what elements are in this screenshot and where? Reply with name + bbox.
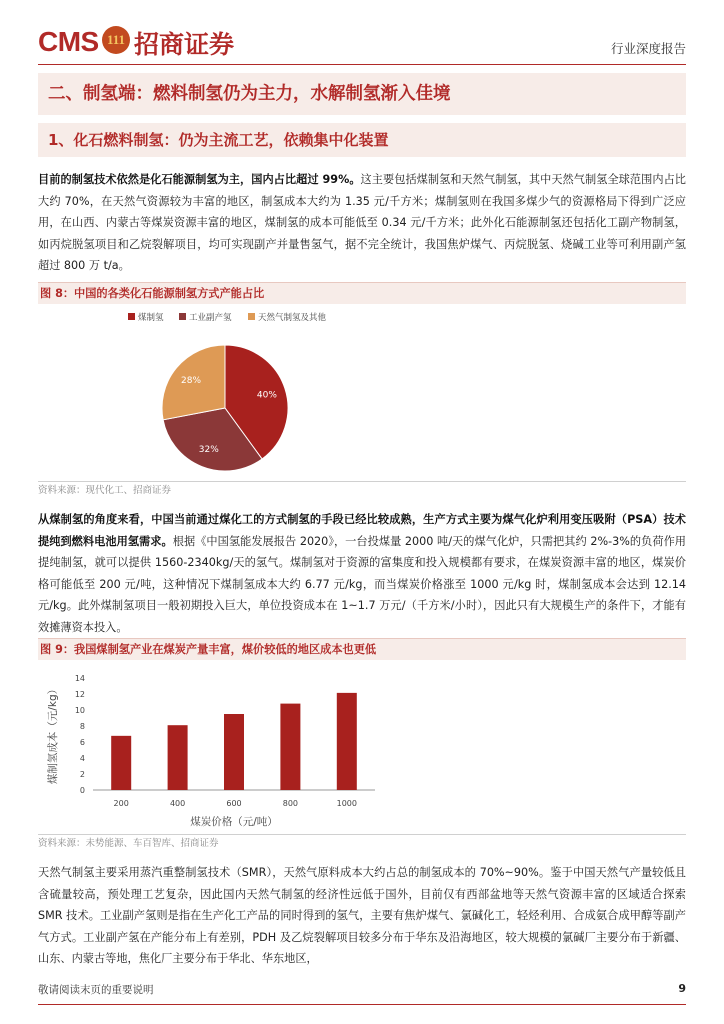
bar-y-tick-6: 12 — [74, 690, 85, 699]
figure-9-source: 资料来源：未势能源、车百智库、招商证券 — [38, 834, 686, 851]
bar-0 — [111, 736, 131, 790]
bar-3 — [280, 704, 300, 790]
figure-8-source: 资料来源：现代化工、招商证券 — [38, 481, 686, 498]
bar-1 — [168, 725, 188, 790]
paragraph-1 — [38, 169, 686, 277]
report-type: 行业深度报告 — [610, 41, 686, 56]
pie-legend-label-2: 天然气制氢及其他 — [258, 313, 327, 323]
bar-x-tick-4: 1000 — [336, 799, 357, 808]
paragraph-3: 天然气制氢主要采用蒸汽重整制氢技术（SMR），天然气原料成本大约占总的制氢成本的 70%~90%。鉴于中国天然气产量较低且含硫量较高，预处理工艺复杂，因此国内天然气制氢的经济性远低于国外，目前仅有西部盆地等天然气资源丰富的区域适合探索 SMR 技术。工业副产氢则是指在生产化工产品的同时得到的氢气，主要有焦炉煤气、氯碱化工，轻烃利用、合成氨合成甲醇等副产气方式。工业副产氢在产能分布上有差别，PDH 及乙烷裂解项目较多分布于华东及沿海地区，较大规模的氯碱厂主要分布于新疆、山东、内蒙古等地，焦化厂主要分布于华北、华东地区， — [38, 866, 686, 965]
bar-y-tick-7: 14 — [74, 674, 85, 683]
figure-8-caption: 图 8：中国的各类化石能源制氢方式产能占比 — [38, 282, 686, 304]
logo-company-name: 招商证券 — [134, 30, 235, 59]
logo-mark-icon: 111 — [102, 26, 130, 54]
paragraph-2 — [38, 509, 686, 638]
paragraph-2-body: 根据《中国氢能发展报告 2020》，一台投煤量 2000 吨/天的煤气化炉，只需把其约 2%-3%的负荷作用提纯制氢，就可以提供 1560-2340kg/天的氢气。煤制氢对于资源的富集度和投入规模都有要求，在煤炭资源丰富的地区，煤炭价格可能低至 200 元/吨，这种情况下煤制氢成本大约 6.77 元/kg，而当煤炭价格涨至 1000 元/kg 时，煤制氢成本会达到 12.14 元/kg。此外煤制氢项目一般初期投入巨大，单位投资成本在 1~1.7 万元/（千方米/小时），因此只有大规模生产的条件下，才能有效摊薄资本投入。 — [38, 534, 686, 634]
bar-x-tick-0: 200 — [113, 799, 129, 808]
bar-4 — [337, 693, 357, 790]
page-number: 9 — [678, 982, 686, 995]
bar-x-tick-3: 800 — [282, 799, 299, 808]
section-title: 二、制氢端：燃料制氢仍为主力，水解制氢渐入佳境 — [38, 73, 686, 115]
paragraph-1-body: 这主要包括煤制氢和天然气制氢，其中天然气制氢全球范围内占比大约 70%，在天然气资源较为丰富的地区，制氢成本大约为 1.35 元/千方米；煤制氢则在我国多煤少气的资源格局下得到广泛应用，在山西、内蒙古等煤炭资源丰富的地区，煤制氢的成本可能低至 0.34 元/千方米；此外化石能源制氢还包括化工副产物制氢，如丙烷脱氢项目和乙烷裂解项目，均可实现副产并量售氢气，据不完全统计，我国焦炉煤气、丙烷脱氢、烧碱工业等可利用副产氢超过 800 万 t/a。 — [38, 173, 686, 272]
bar-y-tick-5: 10 — [74, 706, 85, 715]
pie-legend-swatch-2 — [248, 313, 255, 320]
bar-x-tick-1: 400 — [169, 799, 186, 808]
header-divider — [38, 64, 686, 65]
pie-slice-label-2: 28% — [181, 375, 202, 386]
bar-y-tick-0: 0 — [79, 786, 85, 795]
logo-text: CMS — [38, 26, 99, 57]
pie-chart — [38, 306, 686, 478]
paragraph-1-lead: 目前的制氢技术依然是化石能源制氢为主，国内占比超过 99%。 — [38, 173, 361, 186]
bar-x-axis-label: 煤炭价格（元/吨） — [190, 816, 278, 828]
figure-9-caption: 图 9：我国煤制氢产业在煤炭产量丰富，煤价较低的地区成本也更低 — [38, 638, 686, 660]
bar-y-tick-3: 6 — [79, 738, 85, 747]
pie-legend-swatch-1 — [179, 313, 186, 320]
bar-y-tick-1: 2 — [79, 770, 85, 779]
pie-slice-label-1: 32% — [198, 445, 219, 456]
bar-2 — [224, 714, 244, 790]
pie-slice-label-0: 40% — [256, 390, 277, 401]
pie-legend-label-1: 工业副产氢 — [189, 313, 232, 323]
bar-chart — [38, 662, 686, 832]
bar-x-tick-2: 600 — [226, 799, 242, 808]
bar-y-axis-label: 煤制氢成本（元/kg） — [47, 683, 59, 785]
pie-legend-label-0: 煤制氢 — [138, 313, 164, 323]
paragraph-2-lead: 从煤制氢的角度来看，中国当前通过煤化工的方式制氢的手段已经比较成熟，生产方式主要为煤气化炉利用变压吸附（PSA）技术提纯到燃料电池用氢需求。 — [38, 513, 686, 548]
footer-disclaimer: 敬请阅读末页的重要说明 — [38, 984, 154, 996]
bar-y-tick-2: 4 — [79, 754, 85, 763]
pie-legend-swatch-0 — [128, 313, 135, 320]
bar-y-tick-4: 8 — [79, 722, 85, 731]
footer-divider — [38, 1004, 686, 1005]
subsection-title: 1、化石燃料制氢：仍为主流工艺，依赖集中化装置 — [38, 123, 686, 157]
